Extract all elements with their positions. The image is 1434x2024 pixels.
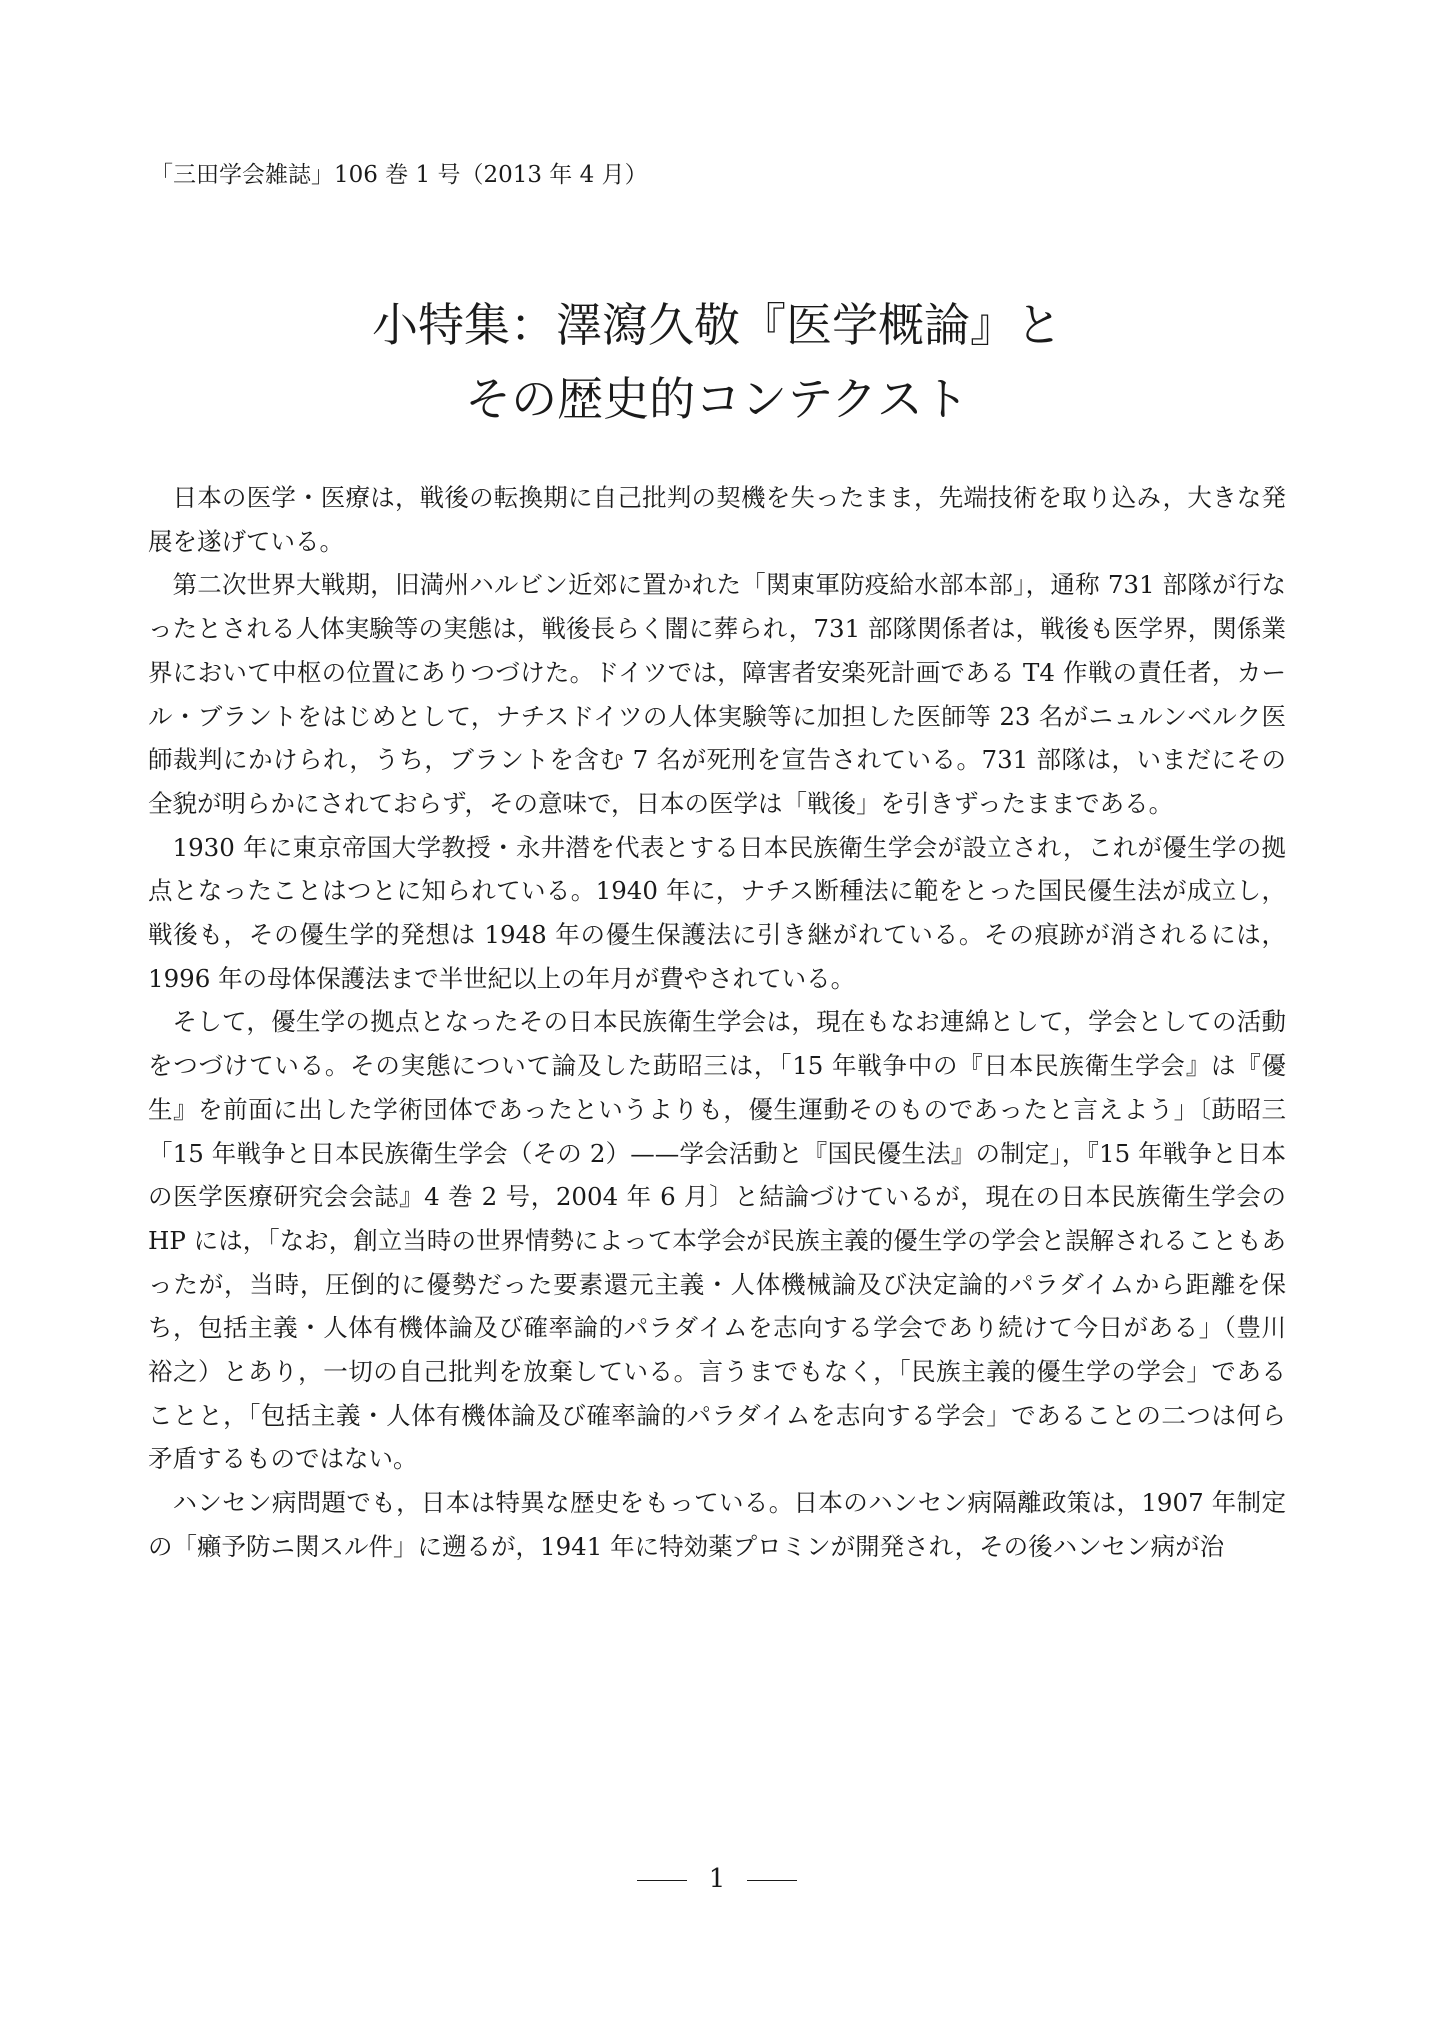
page-number: 1: [708, 1864, 726, 1894]
journal-citation: 「三田学会雑誌」106 巻 1 号（2013 年 4 月）: [150, 162, 648, 188]
paragraph: 第二次世界大戦期，旧満州ハルビン近郊に置かれた「関東軍防疫給水部本部」，通称 731 部隊が行なったとされる人体実験等の実態は，戦後長らく闇に葬られ，731 部隊関係者は，戦後も医学界，関係業界において中枢の位置にありつづけた。ドイツでは，障害者安楽死計画である T4 作戦の責任者，カール・ブラントをはじめとして，ナチスドイツの人体実験等に加担した医師等 23 名がニュルンベルク医師裁判にかけられ，うち，ブラントを含む 7 名が死刑を宣告されている。731 部隊は，いまだにその全貌が明らかにされておらず，その意味で，日本の医学は「戦後」を引きずったままである。: [148, 570, 1286, 818]
footer-dash-left: [637, 1880, 687, 1881]
paragraph: ハンセン病問題でも，日本は特異な歴史をもっている。日本のハンセン病隔離政策は，1907 年制定の「癩予防ニ関スル件」に遡るが，1941 年に特効薬プロミンが開発され，その後ハンセン病が治: [148, 1488, 1286, 1561]
paragraph: 1930 年に東京帝国大学教授・永井潜を代表とする日本民族衛生学会が設立され，これが優生学の拠点となったことはつとに知られている。1940 年に，ナチス断種法に範をとった国民優生法が成立し，戦後も，その優生学的発想は 1948 年の優生保護法に引き継がれている。その痕跡が消されるには，1996 年の母体保護法まで半世紀以上の年月が費やされている。: [148, 832, 1286, 993]
paragraph: そして，優生学の拠点となったその日本民族衛生学会は，現在もなお連綿として，学会としての活動をつづけている。その実態について論及した莇昭三は，「15 年戦争中の『日本民族衛生学会』は『優生』を前面に出した学術団体であったというよりも，優生運動そのものであったと言えよう」〔莇昭三「15 年戦争と日本民族衛生学会（その 2）——学会活動と『国民優生法』の制定」，『15 年戦争と日本の医学医療研究会会誌』4 巻 2 号，2004 年 6 月〕と結論づけているが，現在の日本民族衛生学会の HP には，「なお，創立当時の世界情勢によって本学会が民族主義的優生学の学会と誤解されることもあったが，当時，圧倒的に優勢だった要素還元主義・人体機械論及び決定論的パラダイムから距離を保ち，包括主義・人体有機体論及び確率論的パラダイムを志向する学会であり続けて今日がある」（豊川裕之）とあり，一切の自己批判を放棄している。言うまでもなく，「民族主義的優生学の学会」であることと，「包括主義・人体有機体論及び確率論的パラダイムを志向する学会」であることの二つは何ら矛盾するものではない。: [148, 1007, 1286, 1474]
article-title: [0, 288, 1434, 436]
article-title-line-1: 小特集：澤瀉久敬『医学概論』と: [372, 298, 1062, 352]
article-title-line-2: その歴史的コンテクスト: [465, 372, 969, 426]
paragraph: 日本の医学・医療は，戦後の転換期に自己批判の契機を失ったまま，先端技術を取り込み，大きな発展を遂げている。: [148, 483, 1286, 556]
footer-dash-right: [747, 1880, 797, 1881]
page-footer: [0, 1862, 1434, 1896]
body-text: [148, 476, 1286, 1569]
